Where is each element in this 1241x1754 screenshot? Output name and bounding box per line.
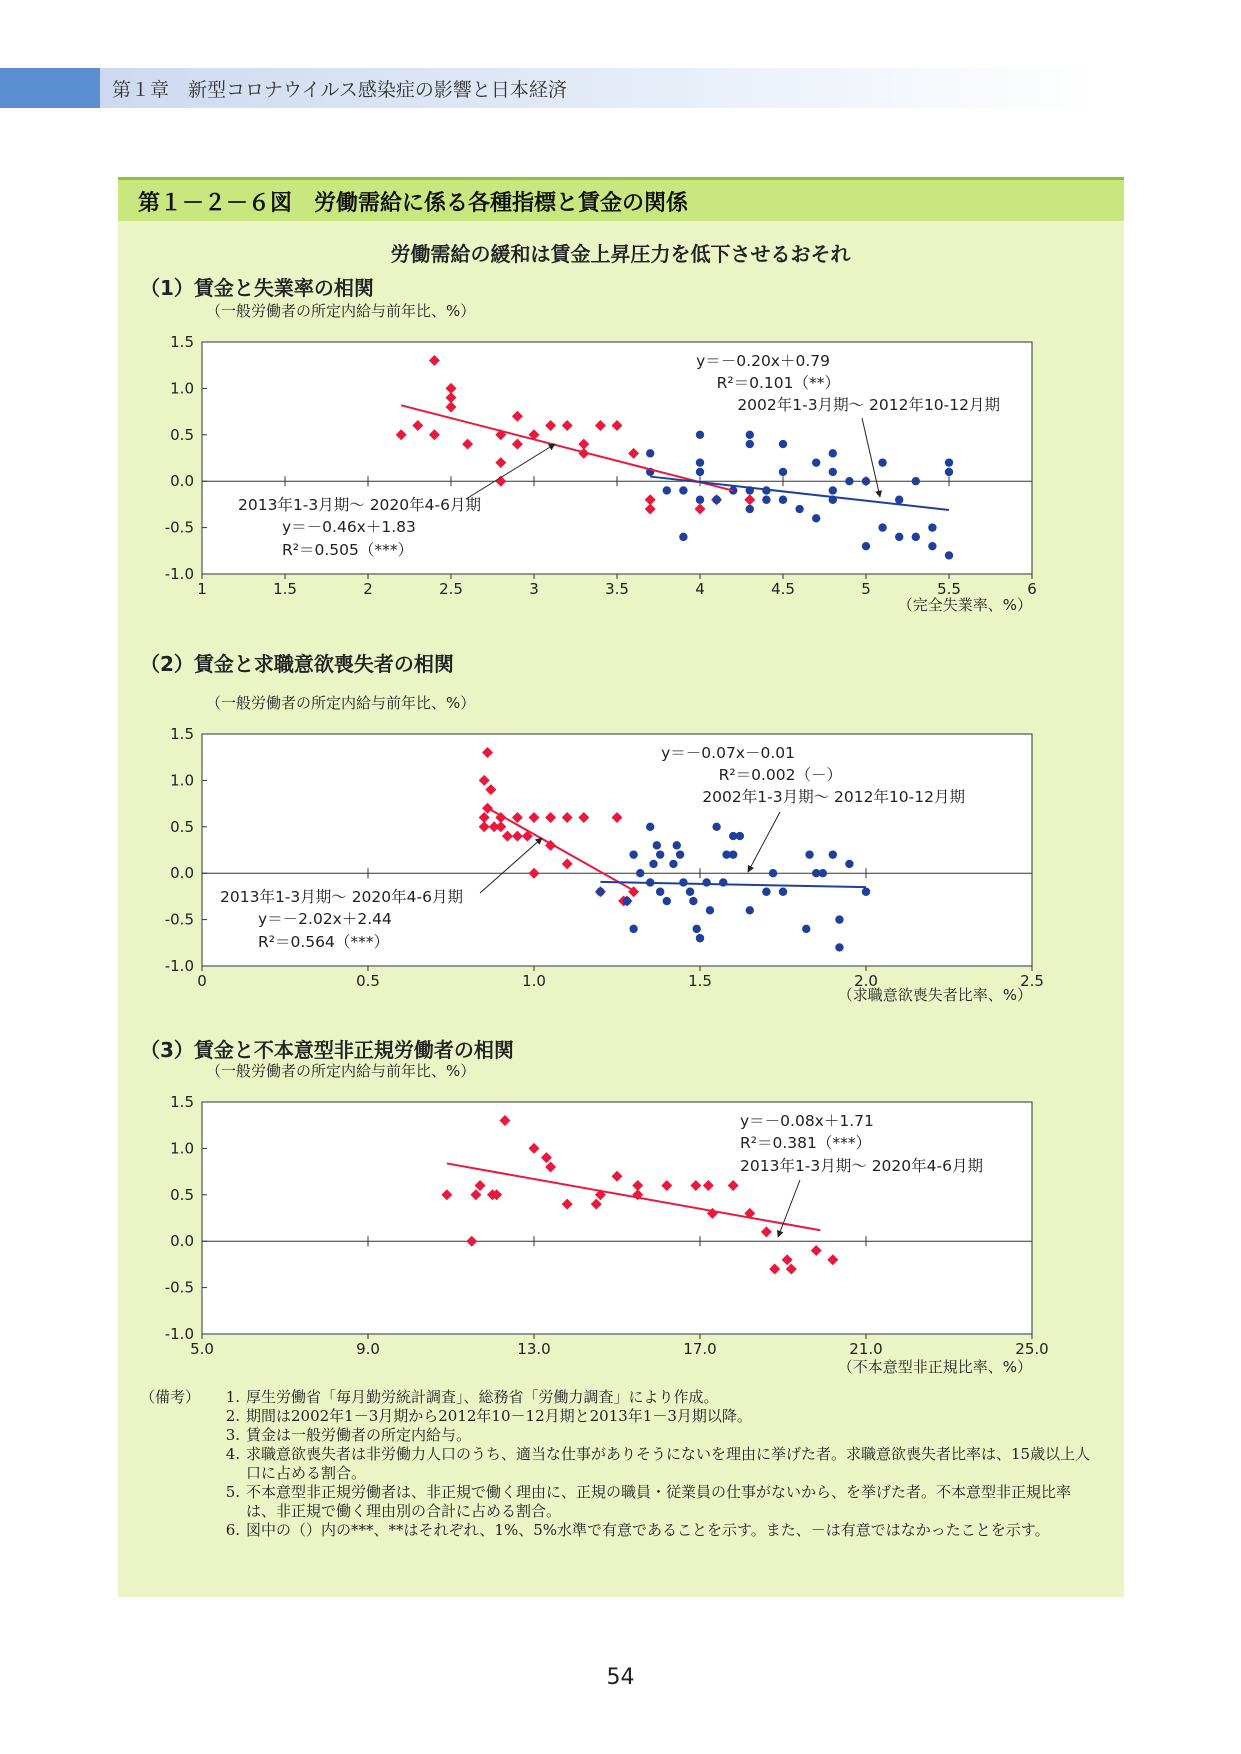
note-lead bbox=[140, 1483, 210, 1521]
y-tick-label: -0.5 bbox=[164, 1278, 194, 1297]
data-point-circle bbox=[629, 850, 637, 858]
x-tick-label: 0 bbox=[197, 972, 207, 990]
annotation-red-eq: y＝－2.02x＋2.44 bbox=[258, 910, 392, 928]
annotation-red-period: 2013年1-3月期～ 2020年4-6月期 bbox=[740, 1157, 983, 1175]
data-point-circle bbox=[878, 523, 886, 531]
data-point-circle bbox=[646, 449, 654, 457]
y-tick-label: 1.0 bbox=[170, 1139, 194, 1158]
y-tick-label: 1.5 bbox=[170, 333, 194, 351]
x-tick-label: 2.5 bbox=[439, 580, 463, 598]
data-point-circle bbox=[729, 850, 737, 858]
data-point-circle bbox=[696, 431, 704, 439]
data-point-circle bbox=[692, 925, 700, 933]
data-point-circle bbox=[812, 458, 820, 466]
note-number: 2. bbox=[225, 1407, 240, 1425]
data-point-circle bbox=[646, 823, 654, 831]
note-6 bbox=[140, 1521, 1100, 1540]
data-point-circle bbox=[629, 925, 637, 933]
y-tick-label: 0.0 bbox=[170, 1232, 194, 1251]
annotation-blue-period: 2002年1-3月期～ 2012年10-12月期 bbox=[737, 396, 1000, 414]
y-tick-label: -0.5 bbox=[164, 910, 194, 929]
y-tick-label: 1.0 bbox=[170, 771, 194, 790]
note-lead: （備考） bbox=[140, 1388, 201, 1406]
y-tick-label: 1.0 bbox=[170, 379, 194, 398]
note-text: 図中の（）内の***、**はそれぞれ、1%、5%水準で有意であることを示す。また、－は有意ではなかったことを示す。 bbox=[246, 1521, 1050, 1539]
annotation-red-eq: y＝－0.46x＋1.83 bbox=[282, 518, 416, 536]
y-tick-label: 0.5 bbox=[170, 1185, 194, 1204]
x-tick-label: 21.0 bbox=[849, 1340, 883, 1358]
x-tick-label: 5.5 bbox=[937, 580, 961, 598]
data-point-circle bbox=[636, 869, 644, 877]
data-point-circle bbox=[746, 505, 754, 513]
data-point-circle bbox=[895, 533, 903, 541]
y-tick-label: 0.5 bbox=[170, 425, 194, 444]
note-text: 求職意欲喪失者は非労働力人口のうち、適当な仕事がありそうにないを理由に挙げた者。求職意欲喪失者比率は、15歳以上人口に占める割合。 bbox=[246, 1445, 1091, 1482]
annotation-blue-eq: y＝－0.20x＋0.79 bbox=[696, 352, 830, 370]
x-tick-label: 5 bbox=[861, 580, 871, 598]
x-tick-label: 3 bbox=[529, 580, 539, 598]
data-point-circle bbox=[829, 468, 837, 476]
note-4 bbox=[140, 1445, 1100, 1483]
annotation-red-period: 2013年1-3月期～ 2020年4-6月期 bbox=[220, 888, 463, 906]
y-tick-label: 0.5 bbox=[170, 817, 194, 836]
notes-list bbox=[140, 1388, 1100, 1540]
note-5 bbox=[140, 1483, 1100, 1521]
x-axis-label: （求職意欲喪失者比率、%） bbox=[837, 986, 1032, 1004]
data-point-circle bbox=[829, 449, 837, 457]
data-point-circle bbox=[696, 496, 704, 504]
annotation-red-period: 2013年1-3月期～ 2020年4-6月期 bbox=[238, 496, 481, 514]
data-point-circle bbox=[696, 934, 704, 942]
data-point-circle bbox=[719, 878, 727, 886]
y-axis-label: （一般労働者の所定内給与前年比、%） bbox=[206, 1062, 476, 1080]
y-tick-label: -1.0 bbox=[164, 1325, 194, 1343]
annotation-red-r2: R²＝0.505（***） bbox=[282, 541, 414, 559]
data-point-circle bbox=[779, 496, 787, 504]
data-point-circle bbox=[689, 897, 697, 905]
figure-subtitle: 労働需給の緩和は賃金上昇圧力を低下させるおそれ bbox=[390, 242, 851, 266]
data-point-circle bbox=[862, 542, 870, 550]
notes bbox=[140, 1388, 1100, 1540]
data-point-circle bbox=[673, 841, 681, 849]
data-point-circle bbox=[702, 878, 710, 886]
note-lead bbox=[140, 1521, 210, 1540]
data-point-circle bbox=[649, 860, 657, 868]
section-1-title: （1）賃金と失業率の相関 bbox=[140, 276, 374, 300]
data-point-circle bbox=[736, 832, 744, 840]
data-point-circle bbox=[895, 496, 903, 504]
data-point-circle bbox=[835, 943, 843, 951]
annotation-red-eq: y＝－0.08x＋1.71 bbox=[740, 1112, 874, 1130]
data-point-circle bbox=[746, 431, 754, 439]
x-tick-label: 2.5 bbox=[1020, 972, 1044, 990]
data-point-circle bbox=[862, 888, 870, 896]
x-tick-label: 6 bbox=[1027, 580, 1037, 598]
data-point-circle bbox=[762, 496, 770, 504]
note-number: 1. bbox=[225, 1388, 240, 1406]
data-point-circle bbox=[779, 440, 787, 448]
data-point-circle bbox=[679, 878, 687, 886]
x-axis-label: （完全失業率、%） bbox=[897, 596, 1032, 614]
data-point-circle bbox=[928, 523, 936, 531]
section-3-title: （3）賃金と不本意型非正規労働者の相関 bbox=[140, 1038, 514, 1062]
note-number: 6. bbox=[225, 1521, 240, 1539]
data-point-circle bbox=[746, 906, 754, 914]
plot-area-1 bbox=[202, 342, 1032, 574]
y-tick-label: -1.0 bbox=[164, 565, 194, 583]
data-point-circle bbox=[928, 542, 936, 550]
x-tick-label: 1.5 bbox=[688, 972, 712, 990]
data-point-circle bbox=[746, 440, 754, 448]
page-number: 54 bbox=[606, 1665, 635, 1690]
annotation-blue-r2: R²＝0.002（－） bbox=[718, 766, 842, 784]
data-point-circle bbox=[819, 869, 827, 877]
data-point-circle bbox=[653, 841, 661, 849]
note-text: 厚生労働省「毎月勤労統計調査」、総務省「労働力調査」により作成。 bbox=[246, 1388, 719, 1406]
data-point-circle bbox=[812, 514, 820, 522]
x-tick-label: 2 bbox=[363, 580, 373, 598]
x-tick-label: 13.0 bbox=[517, 1340, 551, 1358]
annotation-red-r2: R²＝0.381（***） bbox=[740, 1134, 872, 1152]
data-point-circle bbox=[845, 477, 853, 485]
data-point-circle bbox=[912, 533, 920, 541]
data-point-circle bbox=[712, 823, 720, 831]
data-point-circle bbox=[656, 850, 664, 858]
note-number: 5. bbox=[225, 1483, 240, 1501]
data-point-circle bbox=[945, 468, 953, 476]
data-point-circle bbox=[769, 869, 777, 877]
data-point-circle bbox=[596, 888, 604, 896]
data-point-circle bbox=[656, 888, 664, 896]
y-tick-label: -0.5 bbox=[164, 518, 194, 537]
x-tick-label: 25.0 bbox=[1015, 1340, 1049, 1358]
data-point-circle bbox=[696, 468, 704, 476]
note-3 bbox=[140, 1426, 1100, 1445]
note-lead bbox=[140, 1445, 210, 1483]
data-point-circle bbox=[945, 551, 953, 559]
y-tick-label: 1.5 bbox=[170, 1093, 194, 1111]
data-point-circle bbox=[679, 486, 687, 494]
y-axis-label: （一般労働者の所定内給与前年比、%） bbox=[206, 694, 476, 712]
annotation-blue-eq: y＝－0.07x－0.01 bbox=[661, 744, 795, 762]
data-point-circle bbox=[663, 486, 671, 494]
data-point-circle bbox=[829, 850, 837, 858]
data-point-circle bbox=[706, 906, 714, 914]
figure-title: 第１－２－６図 労働需給に係る各種指標と賃金の関係 bbox=[138, 191, 689, 216]
data-point-circle bbox=[676, 850, 684, 858]
data-point-circle bbox=[679, 533, 687, 541]
note-lead bbox=[140, 1407, 210, 1426]
x-tick-label: 3.5 bbox=[605, 580, 629, 598]
note-number: 3. bbox=[225, 1426, 240, 1444]
y-tick-label: 1.5 bbox=[170, 725, 194, 743]
data-point-circle bbox=[802, 925, 810, 933]
annotation-red-r2: R²＝0.564（***） bbox=[258, 933, 390, 951]
data-point-circle bbox=[835, 915, 843, 923]
data-point-circle bbox=[795, 505, 803, 513]
data-point-circle bbox=[686, 888, 694, 896]
note-lead bbox=[140, 1426, 210, 1445]
x-tick-label: 4 bbox=[695, 580, 705, 598]
note-text: 期間は2002年1－3月期から2012年10－12月期と2013年1－3月期以降。 bbox=[246, 1407, 752, 1425]
x-tick-label: 1.5 bbox=[273, 580, 297, 598]
x-tick-label: 5.0 bbox=[190, 1340, 214, 1358]
note-text: 不本意型非正規労働者は、非正規で働く理由に、正規の職員・従業員の仕事がないから、を挙げた者。不本意型非正規比率は、非正規で働く理由別の合計に占める割合。 bbox=[246, 1483, 1072, 1520]
y-tick-label: -1.0 bbox=[164, 957, 194, 975]
note-2 bbox=[140, 1407, 1100, 1426]
data-point-circle bbox=[669, 860, 677, 868]
data-point-circle bbox=[862, 477, 870, 485]
y-axis-label: （一般労働者の所定内給与前年比、%） bbox=[206, 302, 476, 320]
x-axis-label: （不本意型非正規比率、%） bbox=[837, 1358, 1032, 1376]
data-point-circle bbox=[805, 850, 813, 858]
data-point-circle bbox=[779, 468, 787, 476]
data-point-circle bbox=[845, 860, 853, 868]
plot-area-2 bbox=[202, 734, 1032, 966]
x-tick-label: 0.5 bbox=[356, 972, 380, 990]
x-tick-label: 1.0 bbox=[522, 972, 546, 990]
plot-area-3 bbox=[202, 1102, 1032, 1334]
x-tick-label: 4.5 bbox=[771, 580, 795, 598]
x-tick-label: 1 bbox=[197, 580, 207, 598]
note-text: 賃金は一般労働者の所定内給与。 bbox=[246, 1426, 472, 1444]
x-tick-label: 2.0 bbox=[854, 972, 878, 990]
x-tick-label: 9.0 bbox=[356, 1340, 380, 1358]
note-1 bbox=[140, 1388, 1100, 1407]
chapter-title: 第１章 新型コロナウイルス感染症の影響と日本経済 bbox=[112, 79, 567, 101]
data-point-circle bbox=[762, 888, 770, 896]
data-point-circle bbox=[945, 458, 953, 466]
data-point-circle bbox=[878, 458, 886, 466]
annotation-blue-period: 2002年1-3月期～ 2012年10-12月期 bbox=[702, 788, 965, 806]
data-point-circle bbox=[829, 486, 837, 494]
section-2-title: （2）賃金と求職意欲喪失者の相関 bbox=[140, 652, 454, 676]
data-point-circle bbox=[912, 477, 920, 485]
y-tick-label: 0.0 bbox=[170, 864, 194, 883]
annotation-blue-r2: R²＝0.101（**） bbox=[716, 374, 840, 392]
data-point-circle bbox=[712, 496, 720, 504]
x-tick-label: 17.0 bbox=[683, 1340, 717, 1358]
data-point-circle bbox=[623, 897, 631, 905]
y-tick-label: 0.0 bbox=[170, 472, 194, 491]
data-point-circle bbox=[663, 897, 671, 905]
note-number: 4. bbox=[225, 1445, 240, 1463]
data-point-circle bbox=[696, 458, 704, 466]
data-point-circle bbox=[779, 888, 787, 896]
